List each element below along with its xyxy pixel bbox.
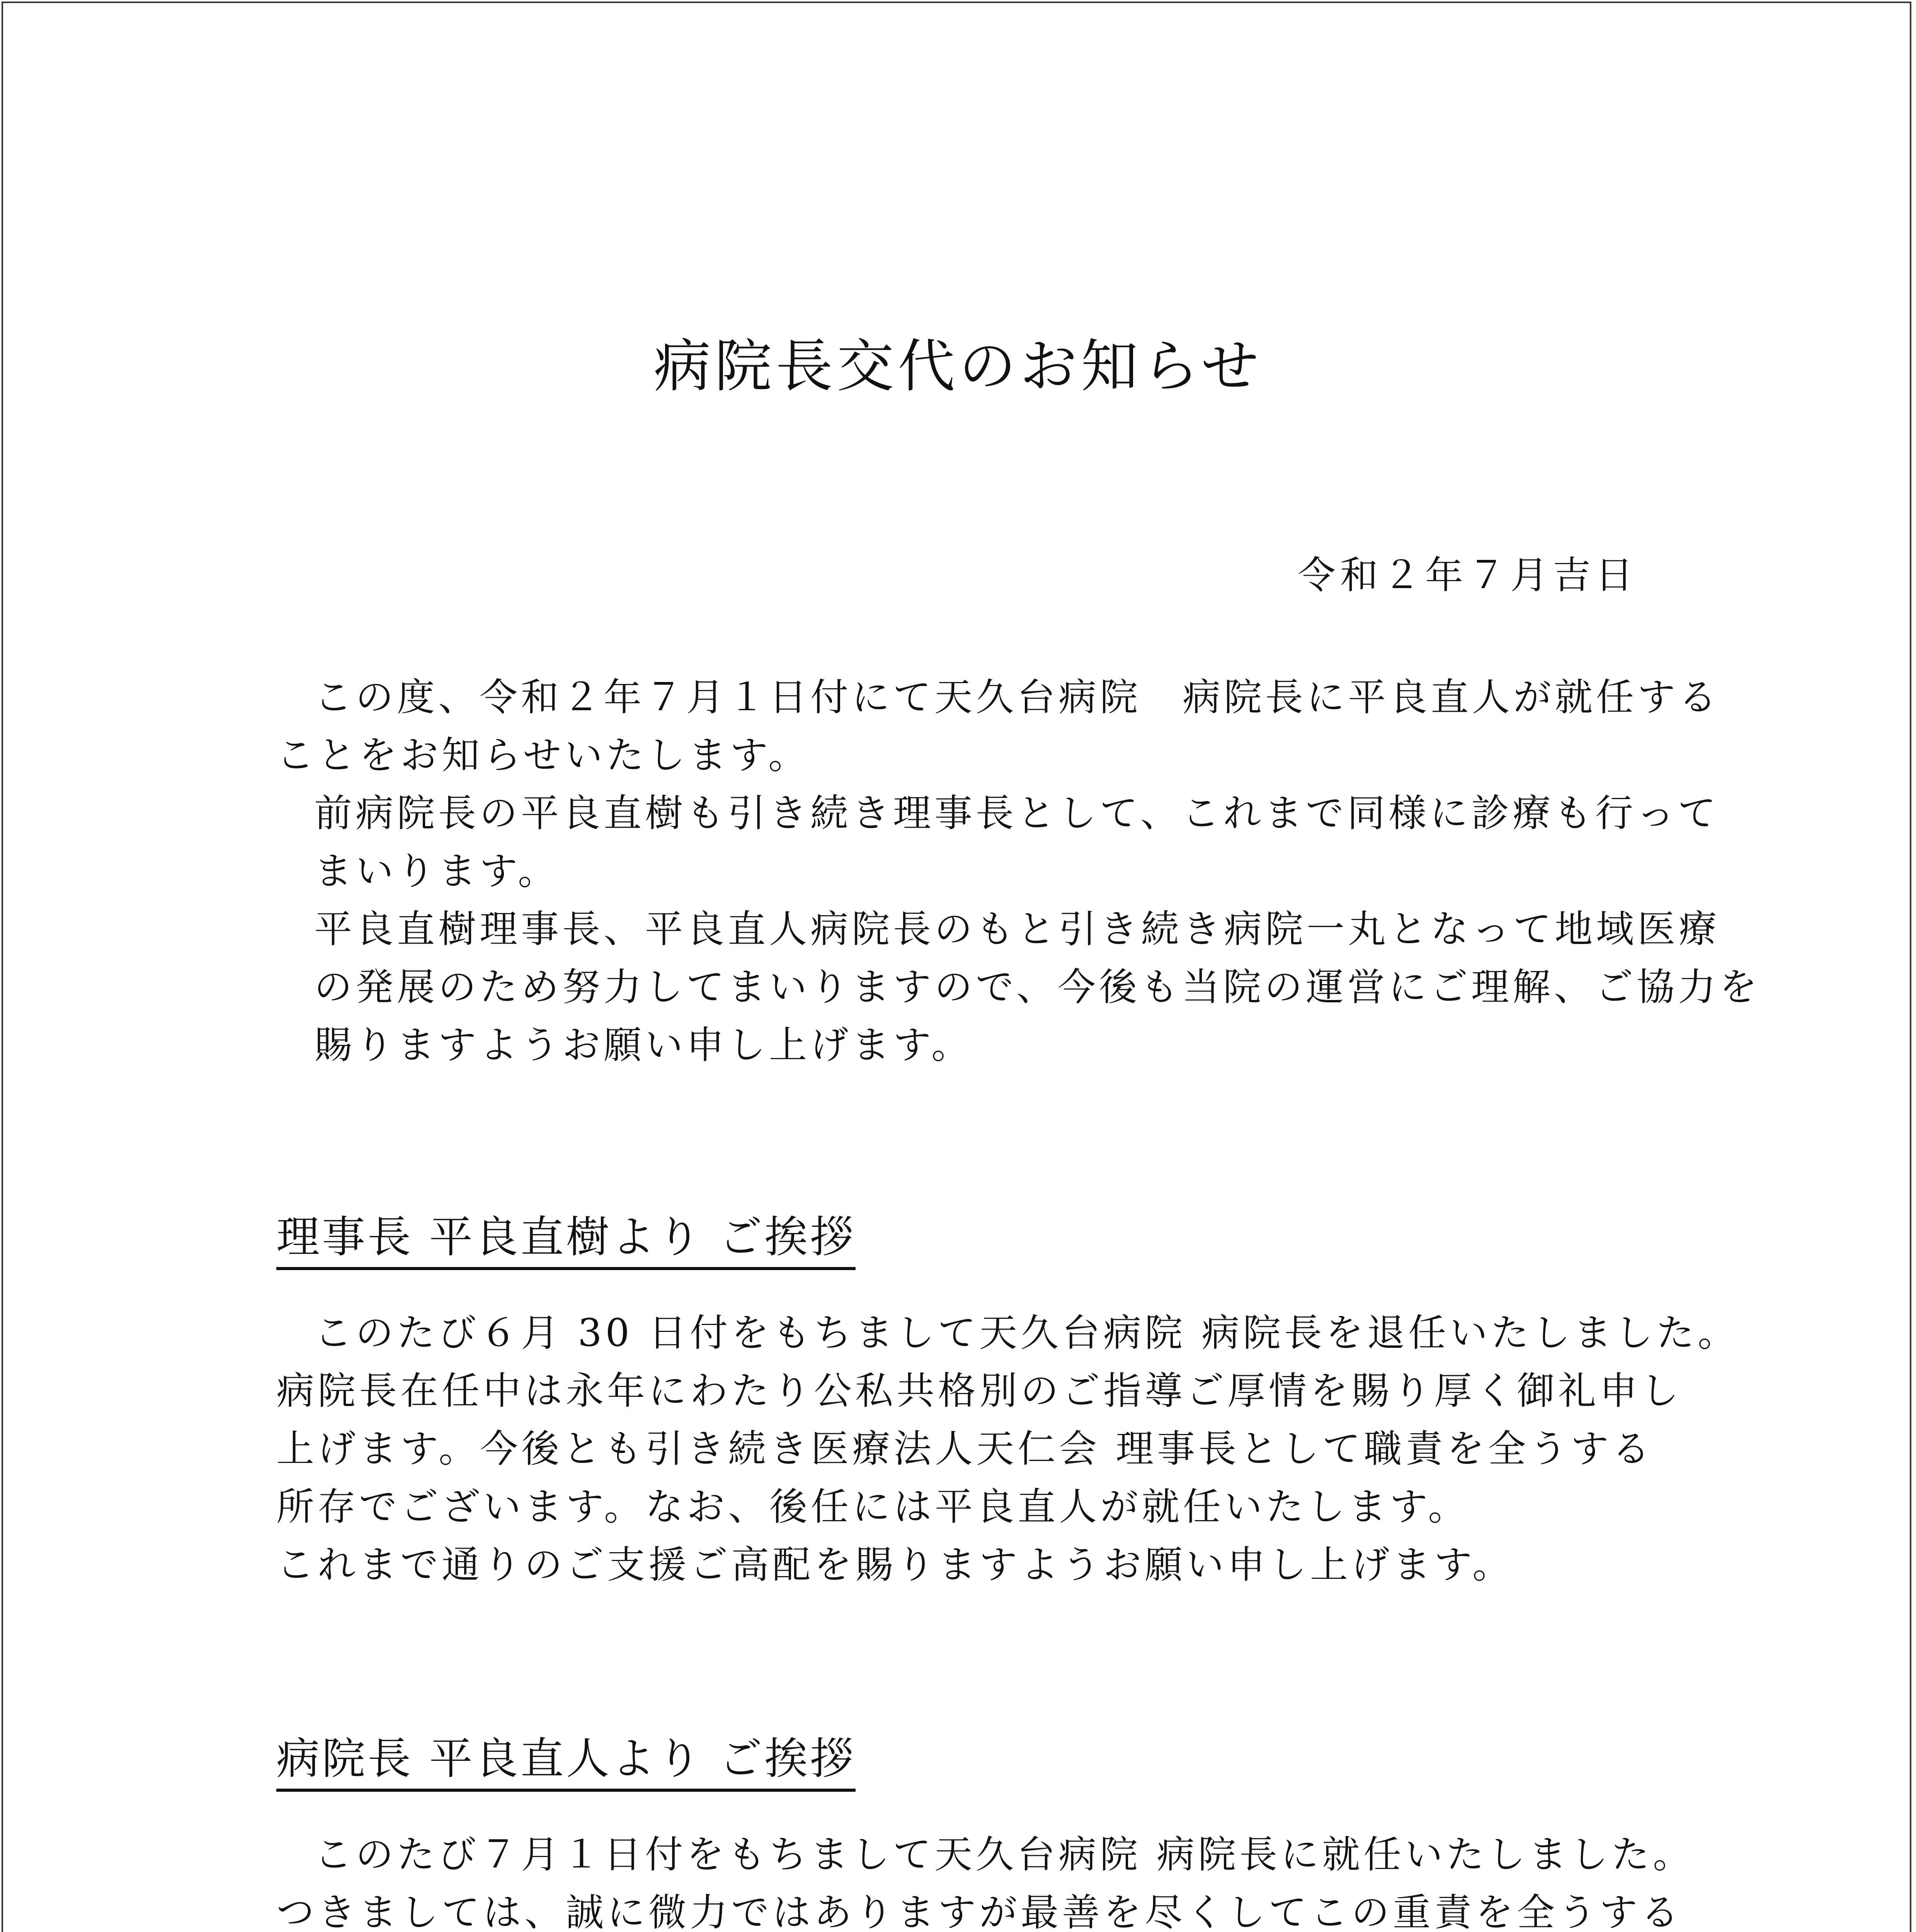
text-line: 病院長在任中は永年にわたり公私共格別のご指導ご厚情を賜り厚く御礼申し — [276, 1369, 1683, 1413]
intro-paragraph — [276, 900, 1761, 1074]
text-line: つきましては、誠に微力ではありますが最善を尽くしてこの重責を全うする — [276, 1891, 1683, 1932]
page-title: 病院長交代のお知らせ — [653, 333, 1263, 400]
text-line: 賜りますようお願い申し上げます。 — [314, 1023, 973, 1067]
director-greeting-text — [276, 1826, 1695, 1932]
intro-paragraph — [276, 668, 1720, 784]
director-greeting-heading: 病院長 平良直人より ご挨拶 — [276, 1733, 856, 1792]
text-line: まいります。 — [314, 849, 560, 893]
text-line: ことをお知らせいたします。 — [276, 733, 810, 777]
intro-text — [276, 668, 1761, 1074]
text-line: 前病院長の平良直樹も引き続き理事長として、これまで同様に診療も行って — [314, 791, 1720, 835]
text-line: このたび６月 30 日付をもちまして天久台病院 病院長を退任いたしました。 — [314, 1311, 1739, 1355]
text-line: 所存でございます。なお、後任には平良直人が就任いたします。 — [276, 1485, 1470, 1529]
issue-date: 令和２年７月吉日 — [1297, 553, 1638, 597]
text-line: 上げます。今後とも引き続き医療法人天仁会 理事長として職責を全うする — [276, 1427, 1654, 1471]
intro-paragraph — [276, 784, 1720, 900]
text-line: 平良直樹理事長、平良直人病院長のもと引き続き病院一丸となって地域医療 — [314, 907, 1720, 951]
chairman-greeting-heading: 理事長 平良直樹より ご挨拶 — [276, 1211, 856, 1270]
text-line: この度、令和２年７月１日付にて天久台病院 病院長に平良直人が就任する — [314, 675, 1720, 719]
text-line: の発展のため努力してまいりますので、今後も当院の運営にご理解、ご協力を — [314, 965, 1761, 1009]
text-line: このたび７月１日付をもちまして天久台病院 病院長に就任いたしました。 — [314, 1833, 1695, 1877]
chairman-greeting-text — [276, 1304, 1739, 1594]
text-line: これまで通りのご支援ご高配を賜りますようお願い申し上げます。 — [276, 1543, 1514, 1587]
